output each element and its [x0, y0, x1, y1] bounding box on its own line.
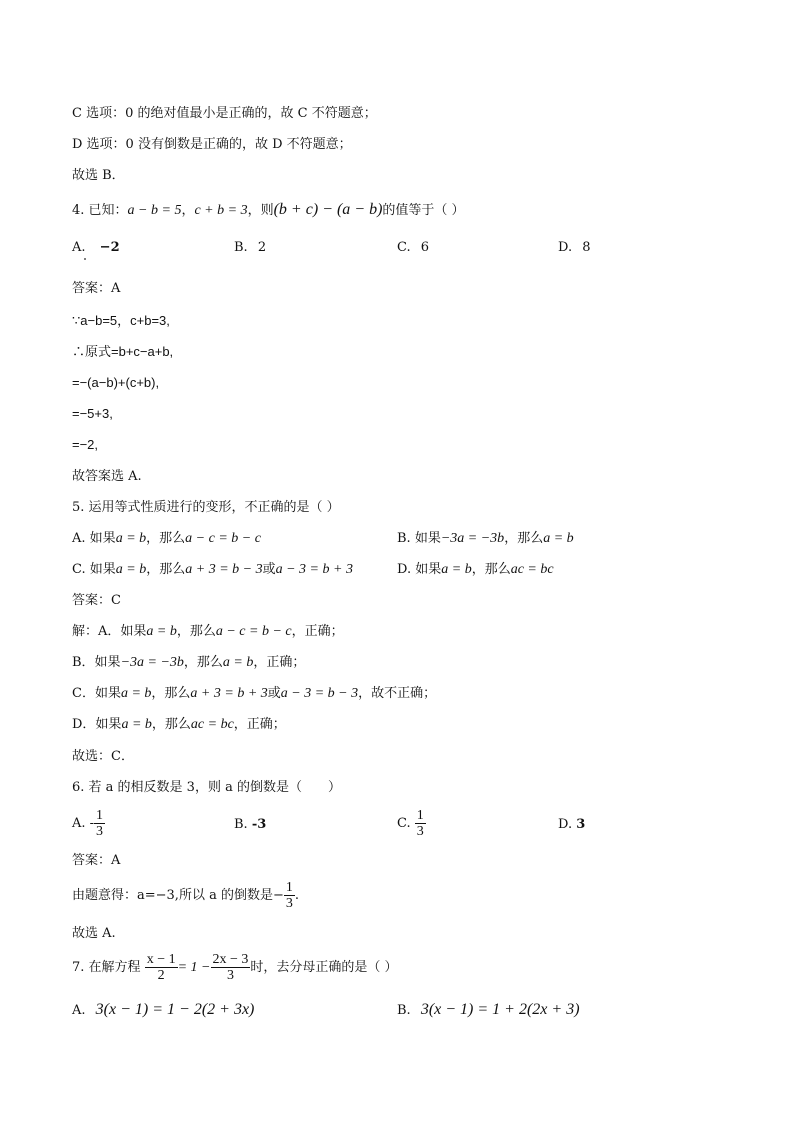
- q7-option-b: B. 3(x − 1) = 1 + 2(2x + 3): [397, 1001, 580, 1018]
- q6-conclusion: 故选 A.: [72, 926, 116, 941]
- fraction: $\frac{2x - 3}{3}$: [212, 952, 249, 983]
- q5-option-b: B. 如果−3a = −3b，那么a = b: [397, 531, 574, 546]
- q5-option-c: C. 如果a = b，那么a + 3 = b − 3或a − 3 = b + 3: [72, 562, 353, 577]
- prev-solution-choose: 故选 B．: [72, 168, 125, 183]
- q4-option-c: C. 6: [397, 240, 430, 255]
- fraction: $\frac{x - 1}{2}$: [146, 952, 176, 983]
- q6-option-c: C. $\frac{1}{3}$: [397, 808, 424, 839]
- q4-conclusion: 故答案选 A.: [72, 469, 142, 484]
- q6-explanation: 由题意得：a=−3,所以 a 的倒数是− $\frac{1}{3}$ .: [72, 880, 299, 911]
- q5-solution-d: D．如果a = b，那么ac = bc，正确；: [72, 717, 286, 732]
- q4-step-4: =−5+3,: [72, 406, 113, 421]
- q7-stem: 7. 在解方程 $\frac{x - 1}{2}$ = 1 − $\frac{2x - 3}{3}$ 时，去分母正确的是（ ）: [72, 952, 398, 983]
- q5-option-a: A. 如果a = b，那么a − c = b − c: [72, 531, 261, 546]
- prev-solution-c: C 选项：0 的绝对值最小是正确的，故 C 不符题意；: [72, 106, 377, 121]
- q4-stem: 4. 已知：a − b = 5，c + b = 3，则(b + c) − (a − b)的值等于（ ）: [72, 201, 465, 218]
- prev-solution-d: D 选项：0 没有倒数是正确的，故 D 不符题意；: [72, 137, 352, 152]
- q5-solution-a: 解：A．如果a = b，那么a − c = b − c，正确；: [72, 624, 344, 639]
- q4-step-1: ∵a−b=5，c+b=3,: [72, 313, 170, 328]
- q5-answer: 答案：C: [72, 593, 121, 608]
- q4-option-b: B. 2: [234, 240, 267, 255]
- fraction: $\frac{1}{3}$: [416, 808, 424, 839]
- q7-option-a: A. 3(x − 1) = 1 − 2(2 + 3x): [72, 1001, 255, 1018]
- q6-stem: 6. 若 a 的相反数是 3，则 a 的倒数是（ ）: [72, 780, 341, 795]
- q6-option-d: D. 3: [558, 817, 586, 832]
- q5-stem: 5. 运用等式性质进行的变形，不正确的是（ ）: [72, 500, 340, 515]
- q4-step-5: =−2,: [72, 437, 99, 452]
- q6-option-a: A. - $\frac{1}{3}$: [72, 808, 104, 839]
- q5-solution-c: C．如果a = b，那么a + 3 = b + 3或a − 3 = b − 3，故不正确；: [72, 686, 437, 701]
- q5-conclusion: 故选：C．: [72, 749, 134, 764]
- q5-solution-b: B．如果−3a = −3b，那么a = b，正确；: [72, 655, 306, 670]
- q6-option-b: B. -3: [234, 817, 267, 832]
- q4-option-a: A. −2: [72, 240, 120, 255]
- q4-step-2: ∴原式=b+c−a+b,: [72, 344, 174, 359]
- stray-dot: [84, 258, 86, 260]
- q4-answer: 答案：A: [72, 281, 121, 296]
- fraction: $\frac{1}{3}$: [285, 880, 293, 911]
- q6-answer: 答案：A: [72, 853, 121, 868]
- q5-option-d: D. 如果a = b，那么ac = bc: [397, 562, 554, 577]
- q4-step-3: =−(a−b)+(c+b),: [72, 375, 160, 390]
- q4-option-d: D. 8: [558, 240, 591, 255]
- fraction: $\frac{1}{3}$: [96, 808, 104, 839]
